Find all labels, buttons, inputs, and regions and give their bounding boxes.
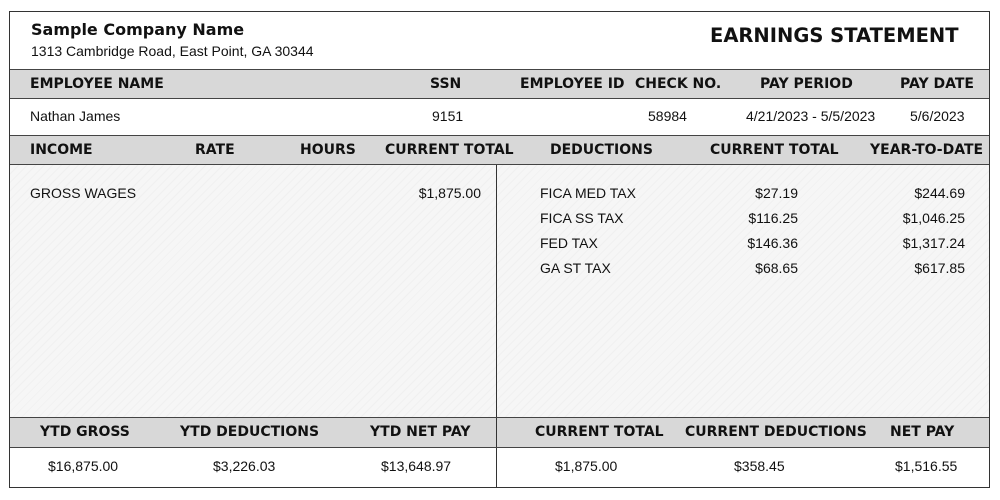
income-row: [10, 185, 496, 205]
deductions-ytd-header: YEAR-TO-DATE: [870, 142, 984, 158]
ytd-net-pay-header: YTD NET PAY: [370, 424, 471, 440]
check-no-header: CHECK NO.: [635, 76, 722, 92]
deductions-header: DEDUCTIONS: [550, 142, 653, 158]
employee-id-header: EMPLOYEE ID: [520, 76, 625, 92]
deductions-current-total-header: CURRENT TOTAL: [710, 142, 839, 158]
deduction-row: [497, 260, 989, 280]
totals-header-divider: [496, 418, 497, 447]
current-deductions-value: $358.45: [734, 458, 785, 474]
net-pay-value: $1,516.55: [895, 458, 958, 474]
ytd-deductions-value: $3,226.03: [213, 458, 276, 474]
deduction-label: GA ST TAX: [540, 260, 611, 276]
deduction-label: FICA MED TAX: [540, 185, 636, 201]
hours-header: HOURS: [300, 142, 356, 158]
current-deductions-header: CURRENT DEDUCTIONS: [685, 424, 867, 440]
employee-ssn: 9151: [432, 108, 464, 124]
deduction-ytd: $1,317.24: [902, 235, 965, 251]
deduction-ytd: $617.85: [914, 260, 965, 276]
deduction-current: $146.36: [747, 235, 798, 251]
detail-section: [10, 165, 989, 417]
deduction-ytd: $244.69: [914, 185, 965, 201]
pay-period-header: PAY PERIOD: [760, 76, 853, 92]
deduction-row: [497, 185, 989, 205]
employee-header-bar: [10, 69, 989, 99]
statement-title: EARNINGS STATEMENT: [710, 24, 959, 47]
earnings-statement: [9, 11, 990, 488]
employee-row: [10, 99, 989, 135]
rate-header: RATE: [195, 142, 235, 158]
ssn-header: SSN: [430, 76, 462, 92]
ytd-gross-value: $16,875.00: [48, 458, 119, 474]
totals-current-total-header: CURRENT TOTAL: [535, 424, 664, 440]
income-current-total: $1,875.00: [418, 185, 481, 201]
employee-name: Nathan James: [30, 108, 121, 124]
check-number: 58984: [648, 108, 687, 124]
pay-period: 4/21/2023 - 5/5/2023: [746, 108, 876, 124]
totals-row-divider: [496, 448, 497, 487]
ytd-deductions-header: YTD DEDUCTIONS: [180, 424, 320, 440]
deduction-row: [497, 235, 989, 255]
deduction-label: FED TAX: [540, 235, 598, 251]
deduction-row: [497, 210, 989, 230]
deduction-current: $116.25: [748, 210, 798, 226]
income-header: INCOME: [30, 142, 93, 158]
employee-name-header: EMPLOYEE NAME: [30, 76, 164, 92]
net-pay-header: NET PAY: [890, 424, 955, 440]
income-current-total-header: CURRENT TOTAL: [385, 142, 514, 158]
deduction-label: FICA SS TAX: [540, 210, 624, 226]
deduction-ytd: $1,046.25: [902, 210, 965, 226]
current-total-value: $1,875.00: [555, 458, 618, 474]
deduction-current: $27.19: [755, 185, 798, 201]
ytd-gross-header: YTD GROSS: [40, 424, 130, 440]
totals-row: [10, 448, 989, 487]
deduction-current: $68.65: [755, 260, 798, 276]
company-address: 1313 Cambridge Road, East Point, GA 30344: [31, 43, 314, 59]
pay-date: 5/6/2023: [910, 108, 965, 124]
income-label: GROSS WAGES: [30, 185, 137, 201]
company-name: Sample Company Name: [31, 20, 245, 39]
pay-date-header: PAY DATE: [900, 76, 974, 92]
totals-header-bar: [10, 417, 989, 448]
ytd-net-pay-value: $13,648.97: [381, 458, 452, 474]
income-deductions-header-bar: [10, 135, 989, 165]
